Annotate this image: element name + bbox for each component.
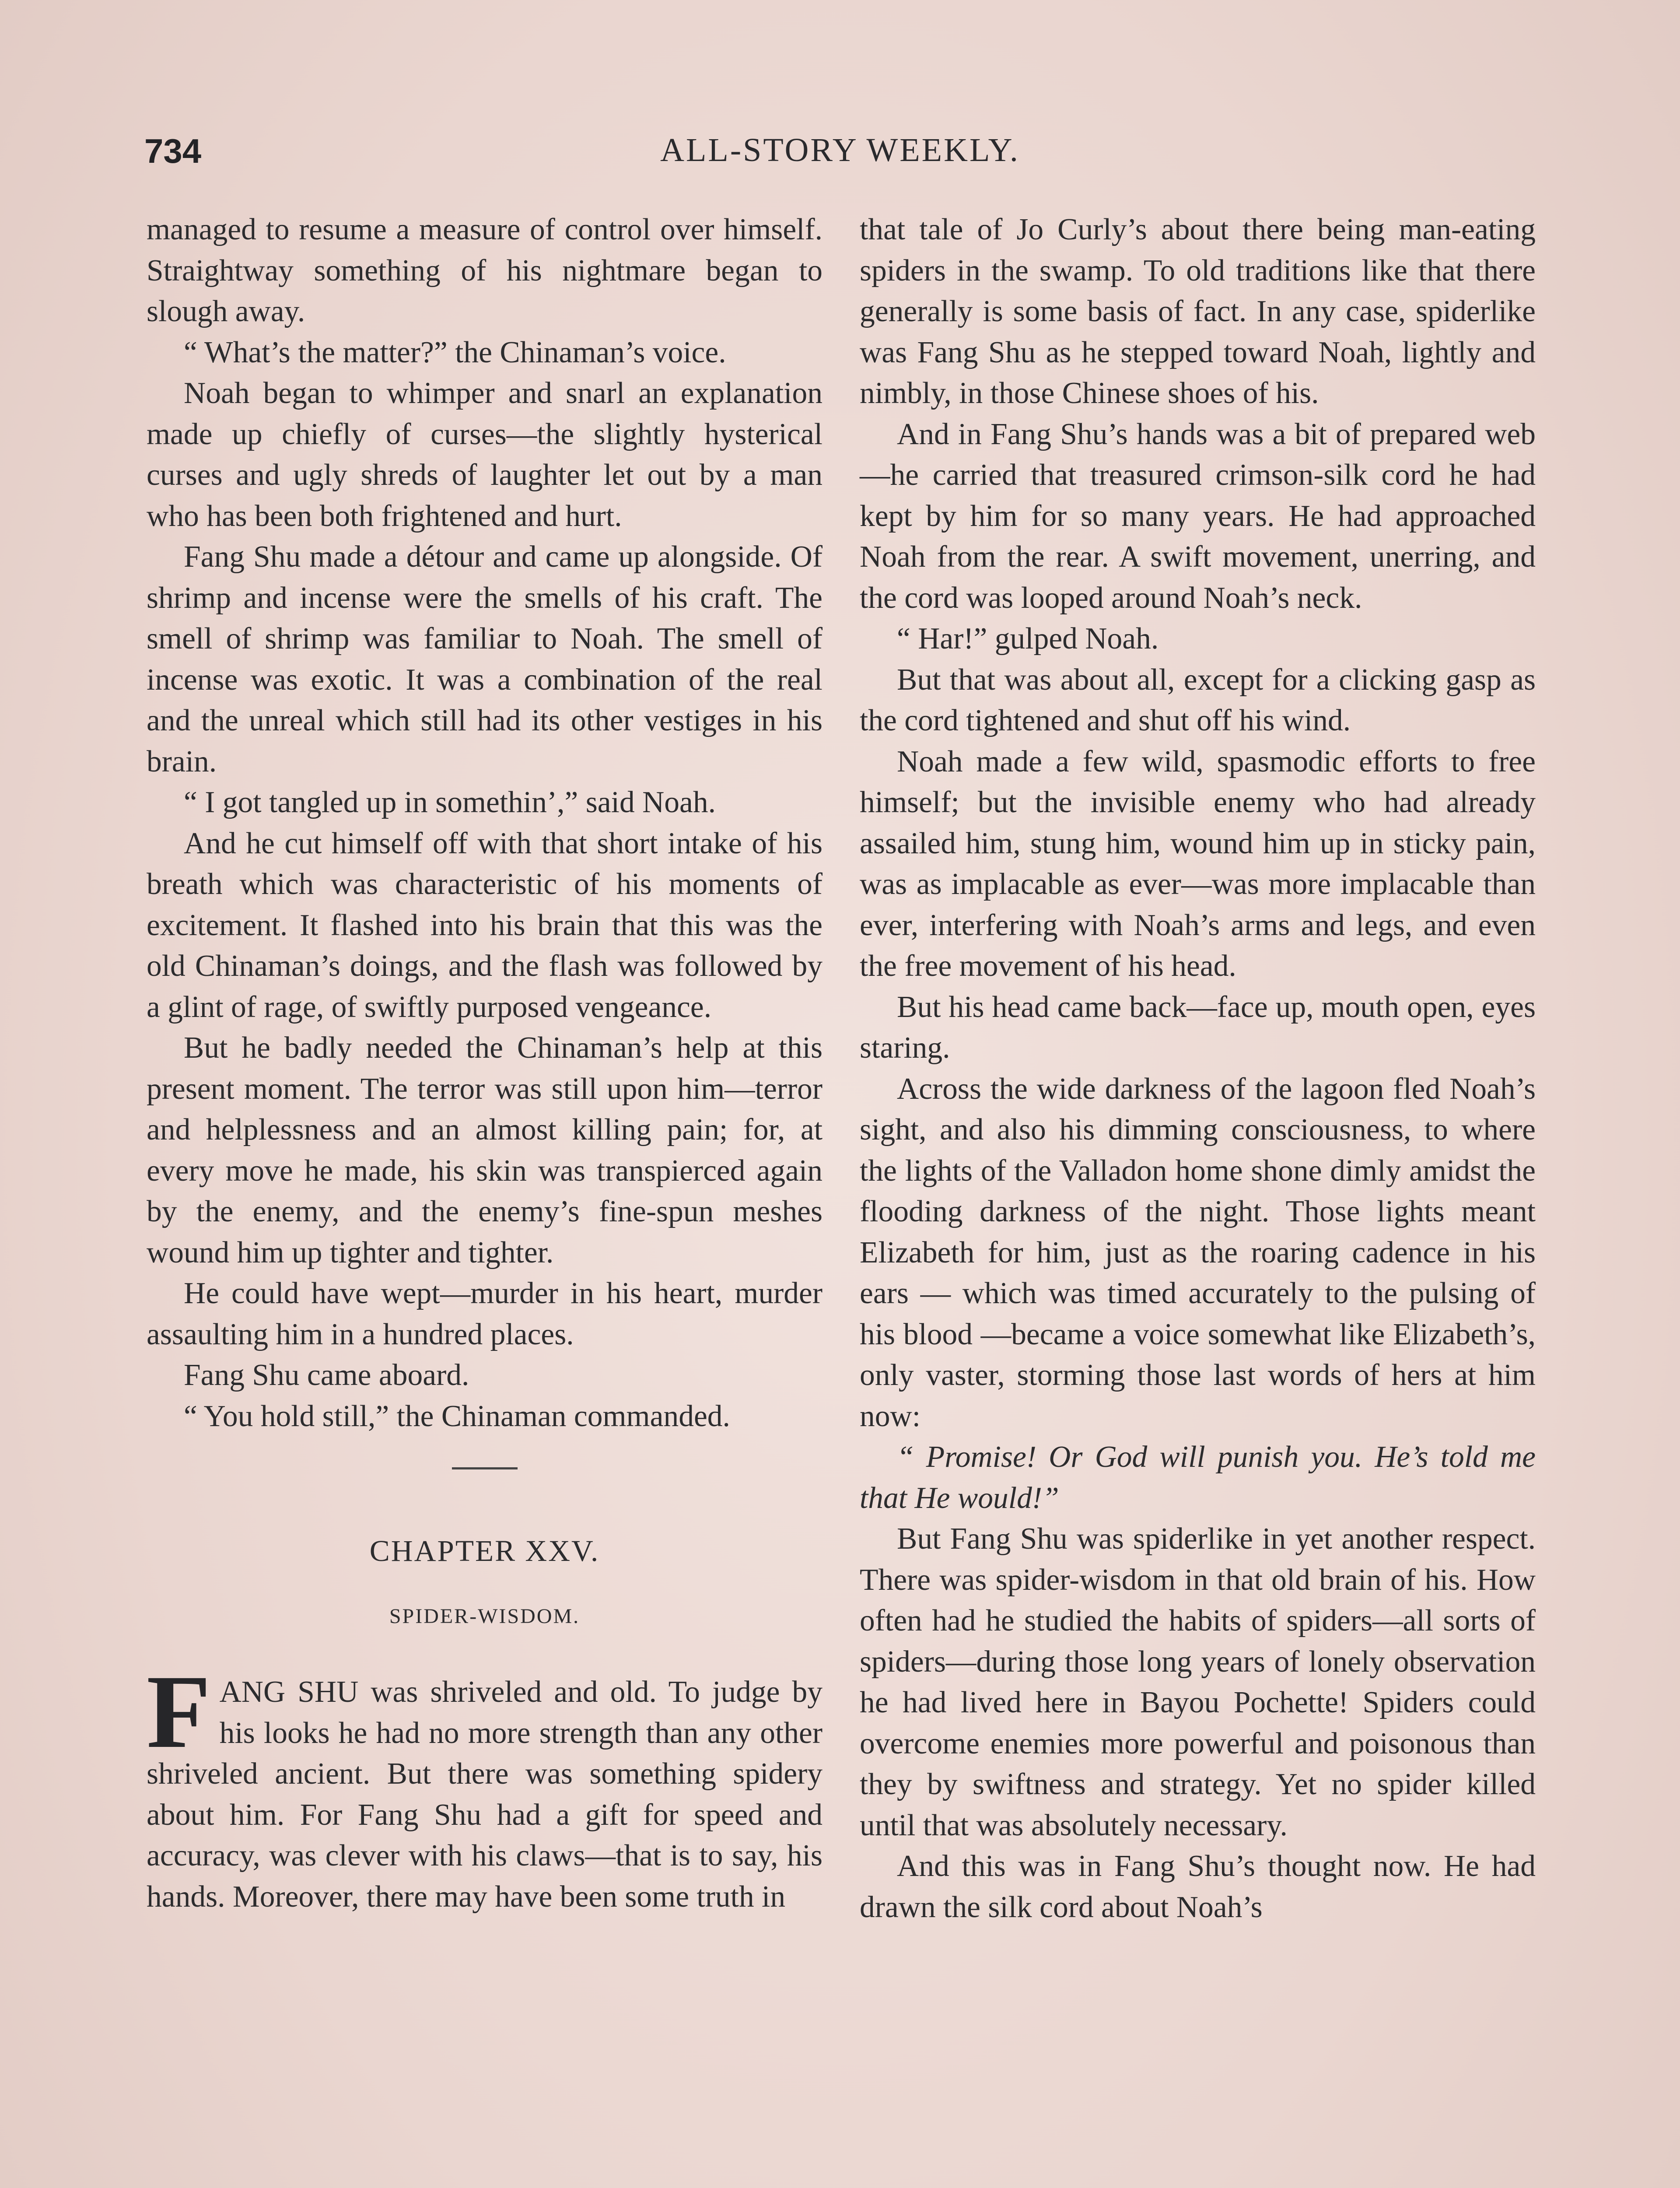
- right-column: [860, 209, 1536, 1928]
- chapter-opening-paragraph: [147, 1653, 822, 1917]
- paragraph: And this was in Fang Shu’s thought now. He had drawn the silk cord about Noah’s: [860, 1849, 1536, 1924]
- left-column: [147, 209, 822, 1917]
- paragraph: But he badly needed the Chinaman’s help at this present moment. The terror was still upon him—terror and helplessness and an almost killing pain; for, at every move he made, his skin was transpierced again by the enemy, and the enemy’s fine-spun meshes wound him up tighter and tighter.: [147, 1031, 822, 1269]
- chapter-opening-text: ANG SHU was shriveled and old. To judge by his looks he had no more strength than any other shriveled ancient. But there was something spidery about him. For Fang Shu had a gift for speed and accuracy, was clever with his claws—that is to say, his hands. Moreover, there may have been some truth in: [147, 1675, 822, 1914]
- chapter-subtitle: SPIDER-WISDOM.: [389, 1604, 580, 1628]
- paragraph: “ I got tangled up in somethin’,” said Noah.: [184, 785, 716, 819]
- magazine-title: ALL-STORY WEEKLY.: [660, 132, 1020, 168]
- paragraph: that tale of Jo Curly’s about there being man-eating spiders in the swamp. To old traditions like that there generally is some basis of fact. In any case, spiderlike was Fang Shu as he stepped toward Noah, lightly and nimbly, in those Chinese shoes of his.: [860, 213, 1536, 410]
- paragraph: But his head came back—face up, mouth open, eyes staring.: [860, 990, 1536, 1065]
- paragraph: “ You hold still,” the Chinaman commanded.: [184, 1399, 730, 1433]
- running-head: [144, 131, 1536, 184]
- paragraph: But that was about all, except for a clicking gasp as the cord tightened and shut off his wind.: [860, 663, 1536, 737]
- paragraph: Fang Shu made a détour and came up alongside. Of shrimp and incense were the smells of his craft. The smell of shrimp was familiar to Noah. The smell of incense was exotic. It was a combination of the real and the unreal which still had its other vestiges in his brain.: [147, 540, 822, 778]
- paragraph: But Fang Shu was spiderlike in yet another respect. There was spider-wisdom in that old brain of his. How often had he studied the habits of spiders—all sorts of spiders—during those long years of lonely observation he had lived here in Bayou Pochette! Spiders could overcome enemies more powerful and poisonous than they by swiftness and strategy. Yet no spider killed until that was absolutely necessary.: [860, 1522, 1536, 1842]
- paragraph: managed to resume a measure of control over himself. Straightway something of his nightmare began to slough away.: [147, 213, 822, 328]
- paragraph: Fang Shu came aboard.: [184, 1358, 469, 1392]
- paragraph: Noah made a few wild, spasmodic efforts to free himself; but the invisible enemy who had already assailed him, stung him, wound him up in sticky pain, was as implacable as ever—was more implacable than ever, interfering with Noah’s arms and legs, and even the free movement of his head.: [860, 744, 1536, 983]
- section-divider: [452, 1467, 518, 1469]
- paragraph: And in Fang Shu’s hands was a bit of prepared web—he carried that treasured crimson-silk cord he had kept by him for so many years. He had approached Noah from the rear. A swift movement, unerring, and the cord was looped around Noah’s neck.: [860, 417, 1536, 615]
- paragraph: He could have wept—murder in his heart, murder assaulting him in a hundred places.: [147, 1276, 822, 1351]
- quoted-paragraph: “ Promise! Or God will punish you. He’s told me that He would!”: [860, 1440, 1536, 1515]
- paragraph: Across the wide darkness of the lagoon fled Noah’s sight, and also his dimming consciousness, to where the lights of the Valladon home shone dimly amidst the flooding darkness of the night. Those lights meant Elizabeth for him, just as the roaring cadence in his ears — which was timed accurately to the pulsing of his blood —became a voice somewhat like Elizabeth’s, only vaster, storming those last words of hers at him now:: [860, 1072, 1536, 1433]
- paragraph: “ What’s the matter?” the Chinaman’s voice.: [184, 335, 726, 369]
- chapter-title: CHAPTER XXV.: [369, 1534, 600, 1567]
- paragraph: And he cut himself off with that short intake of his breath which was characteristic of his moments of excitement. It flashed into his brain that this was the old Chinaman’s doings, and the flash was followed by a glint of rage, of swiftly purposed vengeance.: [147, 826, 822, 1024]
- page-number: 734: [144, 132, 202, 170]
- paragraph: Noah began to whimper and snarl an explanation made up chiefly of curses—the slightly hysterical curses and ugly shreds of laughter let out by a man who has been both frightened and hurt.: [147, 376, 822, 533]
- paragraph: “ Har!” gulped Noah.: [897, 622, 1159, 656]
- drop-cap: F: [147, 1653, 211, 1770]
